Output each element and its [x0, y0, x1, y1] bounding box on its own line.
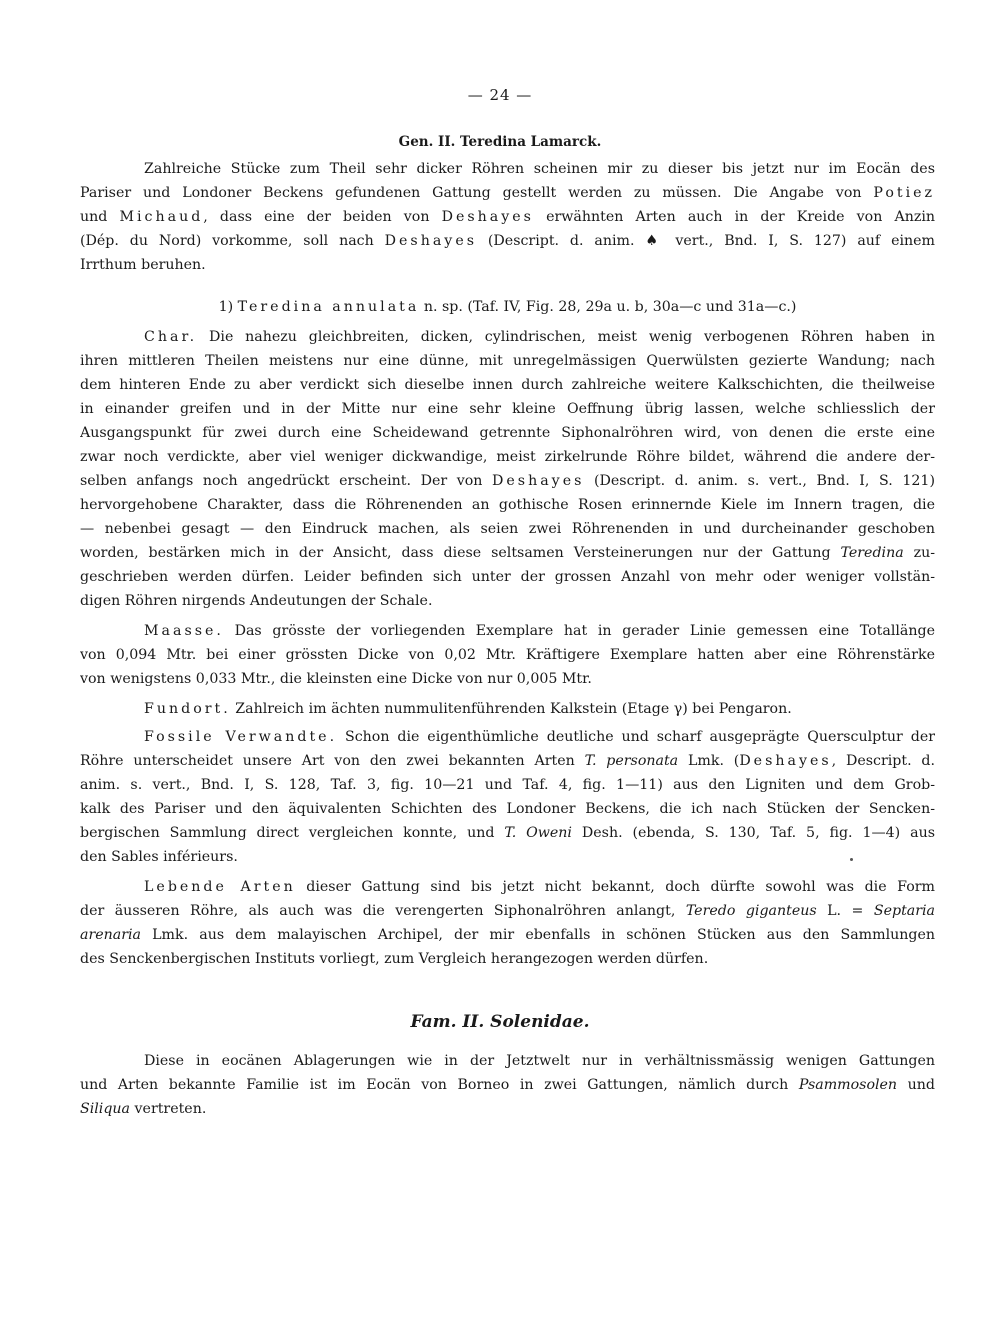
genus-heading: Gen. II. Teredina Lamarck. — [398, 134, 602, 150]
text-line: Maasse. Das grösste der vorliegenden Exemplare hat in gerader Linie gemessen eine Totallänge — [144, 623, 935, 639]
species-name: T. Oweni — [504, 825, 572, 841]
speck-mark — [850, 858, 853, 861]
text-line: und Michaud, dass eine der beiden von Deshayes erwähnten Arten auch in der Kreide von Anzin — [80, 209, 935, 225]
text-line: arenaria Lmk. aus dem malayischen Archipel, der mir ebenfalls in schönen Stücken aus den Sammlungen — [80, 927, 935, 943]
text-line: Lebende Arten dieser Gattung sind bis jetzt nicht bekannt, doch dürfte sowohl was die Form — [144, 879, 935, 895]
genus-name: Psammosolen — [798, 1077, 898, 1093]
author-name: Potiez — [873, 185, 935, 201]
species-name: Septaria — [873, 903, 935, 919]
text-line: (Dép. du Nord) vorkomme, soll nach Deshayes (Descript. d. anim. ♠ vert., Bnd. I, S. 127) auf einem — [80, 233, 935, 249]
text-line: Pariser und Londoner Beckens gefundenen Gattung gestellt werden zu müssen. Die Angabe von Potiez — [80, 185, 935, 201]
author-name: Deshayes — [739, 753, 832, 769]
text-line: dem hinteren Ende zu aber verdickt sich dieselbe innen durch zahlreiche weitere Kalkschichten, die theilweise — [80, 377, 935, 393]
genus-name: Siliqua — [80, 1101, 131, 1117]
species-name: Teredina annulata — [237, 299, 420, 315]
section-label: Lebende Arten — [144, 879, 296, 895]
text-line: zwar noch verdickte, aber viel weniger dickwandige, meist zirkelrunde Röhre bildet, während die andere der- — [80, 449, 935, 465]
text-line: ihren mittleren Theilen meistens nur eine dünne, mit unregelmässigen Querwülsten gezierte Wandung; nach — [80, 353, 935, 369]
section-label: Char. — [144, 329, 198, 345]
text-line: von wenigstens 0,033 Mtr., die kleinsten eine Dicke von nur 0,005 Mtr. — [80, 671, 592, 687]
text-line: Fundort. Zahlreich im ächten nummulitenführenden Kalkstein (Etage γ) bei Pengaron. — [144, 701, 792, 717]
text-line: anim. s. vert., Bnd. I, S. 128, Taf. 3, fig. 10—21 und Taf. 4, fig. 1—11) aus den Ligniten und dem Grob- — [80, 777, 935, 793]
section-label: Fundort. — [144, 701, 231, 717]
text-line: Diese in eocänen Ablagerungen wie in der Jetztwelt nur in verhältnissmässig wenigen Gattungen — [144, 1053, 935, 1069]
text-line: Zahlreiche Stücke zum Theil sehr dicker Röhren scheinen mir zu dieser bis jetzt nur im Eocän des — [144, 161, 935, 177]
text-line: Röhre unterscheidet unsere Art von den zwei bekannten Arten T. personata Lmk. (Deshayes, Descript. d. — [80, 753, 935, 769]
species-name: arenaria — [80, 927, 142, 943]
text-line: kalk des Pariser und den äquivalenten Schichten des Londoner Beckens, die ich nach Stücken der Sencken- — [80, 801, 935, 817]
page-number: — 24 — — [467, 86, 533, 104]
text-line: geschrieben werden dürfen. Leider befinden sich unter der grossen Anzahl von mehr oder weniger vollstän- — [80, 569, 935, 585]
text-line: der äusseren Röhre, als auch was die verengerten Siphonalröhren anlangt, Teredo giganteus L. = Septaria — [80, 903, 935, 919]
author-name: Deshayes — [492, 473, 585, 489]
text-line: Char. Die nahezu gleichbreiten, dicken, cylindrischen, meist wenig verbogenen Röhren haben in — [144, 329, 935, 345]
author-name: Michaud — [119, 209, 204, 225]
text-line: des Senckenbergischen Instituts vorliegt, zum Vergleich herangezogen werden dürfen. — [80, 951, 709, 967]
text-line: Ausgangspunkt für zwei durch eine Scheidewand getrennte Siphonalröhren wird, von denen die erste eine — [80, 425, 935, 441]
text-line: Fossile Verwandte. Schon die eigenthümliche deutliche und scharf ausgeprägte Quersculptur der — [144, 729, 935, 745]
species-name: Teredo giganteus — [685, 903, 817, 919]
text-line: von 0,094 Mtr. bei einer grössten Dicke von 0,02 Mtr. Kräftigere Exemplare hatten aber eine Röhrenstärke — [80, 647, 935, 663]
family-heading: Fam. II. Solenidae. — [410, 1012, 590, 1032]
author-name: Deshayes — [441, 209, 534, 225]
smudge-mark: ♠ — [645, 233, 665, 249]
text-line: Siliqua vertreten. — [80, 1101, 207, 1117]
text-line: Irrthum beruhen. — [80, 257, 206, 273]
text-line: den Sables inférieurs. — [80, 849, 238, 865]
text-line: selben anfangs noch angedrückt erscheint. Der von Deshayes (Descript. d. anim. s. vert., Bnd. I, S. 121) — [80, 473, 935, 489]
text-line: und Arten bekannte Familie ist im Eocän von Borneo in zwei Gattungen, nämlich durch Psammosolen und — [80, 1077, 935, 1093]
author-name: Deshayes — [384, 233, 477, 249]
text-line: worden, bestärken mich in der Ansicht, dass diese seltsamen Versteinerungen nur der Gattung Teredina zu- — [80, 545, 935, 561]
section-label: Maasse. — [144, 623, 224, 639]
text-line: digen Röhren nirgends Andeutungen der Schale. — [80, 593, 433, 609]
text-line: — nebenbei gesagt — den Eindruck machen, als seien zwei Röhrenenden in und durcheinander geschoben — [80, 521, 935, 537]
text-line: bergischen Sammlung direct vergleichen konnte, und T. Oweni Desh. (ebenda, S. 130, Taf. 5, fig. 1—4) aus — [80, 825, 935, 841]
section-label: Fossile Verwandte. — [144, 729, 338, 745]
text-line: in einander greifen und in der Mitte nur eine sehr kleine Oeffnung übrig lassen, welche schliesslich der — [80, 401, 935, 417]
text-line: hervorgehobene Charakter, dass die Röhrenenden an gothische Rosen erinnernde Kiele im Innern tragen, die — [80, 497, 935, 513]
species-name: T. personata — [584, 753, 679, 769]
genus-name: Teredina — [840, 545, 904, 561]
